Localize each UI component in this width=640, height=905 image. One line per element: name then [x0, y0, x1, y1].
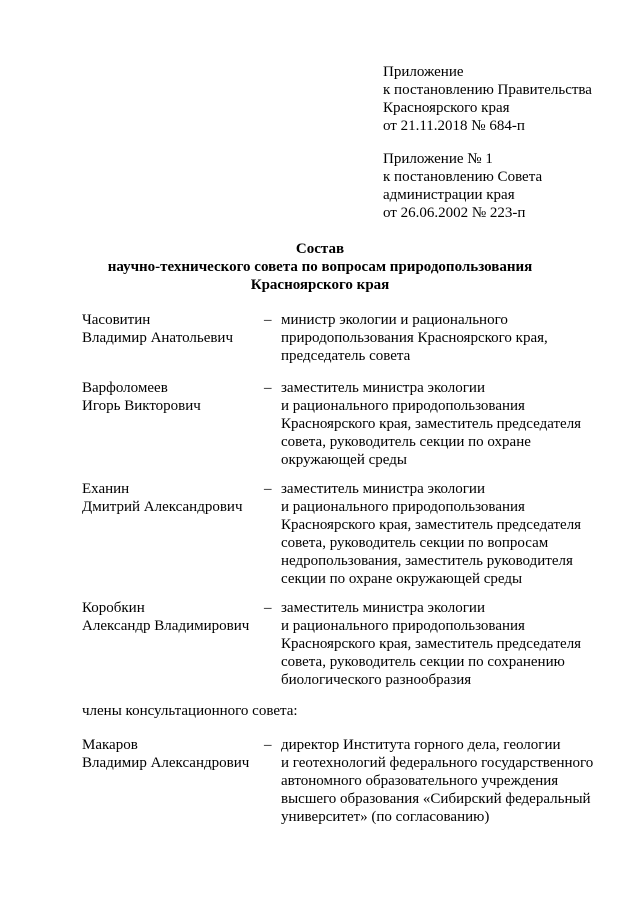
role-line: природопользования Красноярского края, — [281, 330, 548, 346]
role-line: совета, руководитель секции по сохранению — [281, 654, 565, 670]
role-line: университет» (по согласованию) — [281, 809, 490, 825]
role-line: председатель совета — [281, 348, 411, 364]
role-line: и геотехнологий федерального государственного — [281, 755, 594, 771]
document-title — [0, 240, 640, 294]
appendix-line: Красноярского края — [383, 100, 510, 116]
appendix-block-current — [383, 63, 633, 135]
appendix-block-original — [383, 150, 633, 222]
role-line: заместитель министра экологии — [281, 481, 485, 497]
appendix-line: к постановлению Правительства — [383, 82, 592, 98]
title-line: Красноярского края — [250, 277, 390, 293]
member-name — [82, 311, 262, 347]
member-given-name: Александр Владимирович — [82, 618, 250, 634]
appendix-line: от 21.11.2018 № 684-п — [383, 118, 525, 134]
member-surname: Макаров — [82, 737, 138, 753]
member-name — [82, 599, 262, 635]
member-given-name: Дмитрий Александрович — [82, 499, 243, 515]
role-line: совета, руководитель секции по охране — [281, 434, 531, 450]
appendix-line: администрации края — [383, 187, 515, 203]
title-line: научно-технического совета по вопросам природопользования — [107, 259, 533, 275]
role-line: заместитель министра экологии — [281, 600, 485, 616]
role-line: биологического разнообразия — [281, 672, 472, 688]
member-surname: Еханин — [82, 481, 130, 497]
role-line: Красноярского края, заместитель председателя — [281, 416, 582, 432]
role-line: и рационального природопользования — [281, 398, 525, 414]
member-given-name: Игорь Викторович — [82, 398, 201, 414]
dash-separator: – — [264, 737, 272, 753]
dash-separator: – — [264, 600, 272, 616]
role-line: Красноярского края, заместитель председателя — [281, 636, 582, 652]
role-line: директор Института горного дела, геологии — [281, 737, 561, 753]
dash-separator: – — [264, 380, 272, 396]
role-line: Красноярского края, заместитель председателя — [281, 517, 582, 533]
role-line: высшего образования «Сибирский федеральный — [281, 791, 591, 807]
member-surname: Варфоломеев — [82, 380, 168, 396]
appendix-line: от 26.06.2002 № 223-п — [383, 205, 526, 221]
role-line: автономного образовательного учреждения — [281, 773, 559, 789]
member-role — [281, 379, 621, 469]
role-line: совета, руководитель секции по вопросам — [281, 535, 549, 551]
consultative-members-heading: члены консультационного совета: — [82, 703, 298, 719]
appendix-line: Приложение — [383, 64, 464, 80]
member-role — [281, 311, 621, 365]
role-line: и рационального природопользования — [281, 499, 525, 515]
appendix-line: к постановлению Совета — [383, 169, 543, 185]
member-given-name: Владимир Анатольевич — [82, 330, 234, 346]
title-line: Состав — [295, 241, 345, 257]
member-given-name: Владимир Александрович — [82, 755, 250, 771]
role-line: министр экологии и рационального — [281, 312, 508, 328]
dash-separator: – — [264, 481, 272, 497]
member-role — [281, 480, 621, 588]
member-role — [281, 736, 621, 826]
dash-separator: – — [264, 312, 272, 328]
role-line: и рационального природопользования — [281, 618, 525, 634]
member-surname: Часовитин — [82, 312, 151, 328]
member-name — [82, 736, 262, 772]
member-role — [281, 599, 621, 689]
role-line: секции по охране окружающей среды — [281, 571, 523, 587]
role-line: недропользования, заместитель руководителя — [281, 553, 573, 569]
member-name — [82, 379, 262, 415]
role-line: окружающей среды — [281, 452, 407, 468]
member-surname: Коробкин — [82, 600, 145, 616]
appendix-line: Приложение № 1 — [383, 151, 493, 167]
role-line: заместитель министра экологии — [281, 380, 485, 396]
member-name — [82, 480, 262, 516]
